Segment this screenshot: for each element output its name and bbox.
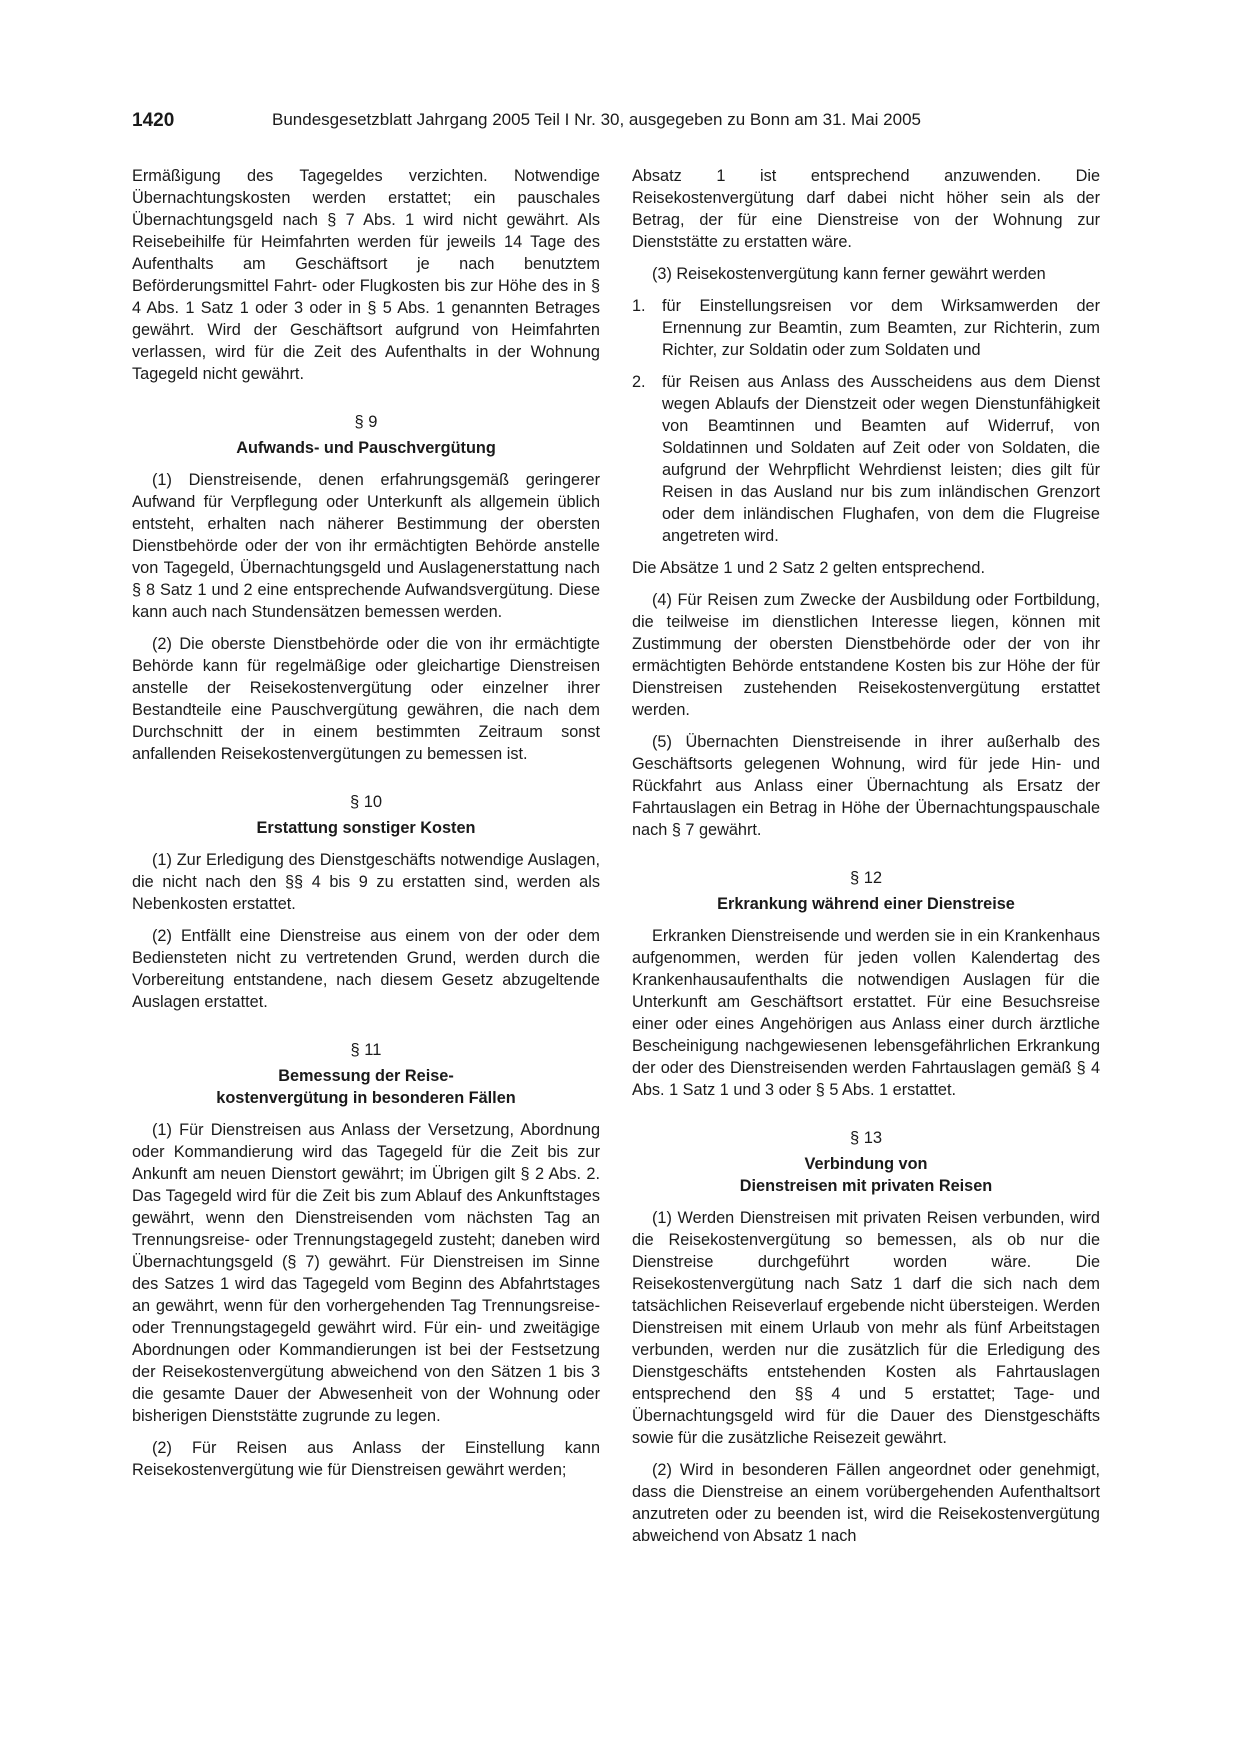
section-10-title: Erstattung sonstiger Kosten bbox=[256, 819, 476, 837]
list-item-text: für Reisen aus Anlass des Ausscheidens aus dem Dienst wegen Ablaufs der Dienstzeit oder wegen Dienstunfähigkeit von Beamtinnen und Beamten auf Widerruf, von Soldatinnen und Soldaten auf Zeit oder von Soldaten, die aufgrund der Wehrpflicht Wehrdienst leisten; dies gilt für Reisen in das Ausland nur bis zum inländischen Grenzort oder dem inländischen Flughafen, von dem die Flugreise angetreten wird. bbox=[662, 373, 1100, 545]
section-11-paragraph-2: (2) Für Reisen aus Anlass der Einstellung kann Reisekostenvergütung wie für Dienstreisen gewährt werden; bbox=[132, 1439, 600, 1479]
section-9-paragraph-1: (1) Dienstreisende, denen erfahrungsgemäß geringerer Aufwand für Verpflegung oder Unterkunft als allgemein üblich entsteht, erhalten nach näherer Bestimmung der obersten Dienstbehörde oder der von ihr ermächtigten Behörde anstelle von Tagegeld, Übernachtungsgeld und Auslagenerstattung nach § 8 Satz 1 und 2 eine entsprechende Aufwandsvergütung. Diese kann auch nach Stundensätzen bemessen werden. bbox=[132, 471, 600, 621]
numbered-list bbox=[632, 295, 1100, 547]
section-10-paragraph-1: (1) Zur Erledigung des Dienstgeschäfts notwendige Auslagen, die nicht nach den §§ 4 bis 9 zu erstatten sind, werden als Nebenkosten erstattet. bbox=[132, 851, 600, 913]
section-12-title: Erkrankung während einer Dienstreise bbox=[717, 895, 1015, 913]
list-item-text: für Einstellungsreisen vor dem Wirksamwerden der Ernennung zur Beamtin, zum Beamten, zur Richterin, zum Richter, zur Soldatin oder zum Soldaten und bbox=[662, 297, 1100, 359]
section-11-paragraph-4: (4) Für Reisen zum Zwecke der Ausbildung oder Fortbildung, die teilweise im dienstlichen Interesse liegen, können mit Zustimmung der obersten Dienstbehörde oder der von ihr ermächtigten Behörde entstandene Kosten bis zur Höhe der für Dienstreisen zustehenden Reisekostenvergütung erstattet werden. bbox=[632, 591, 1100, 719]
list-item-number: 1. bbox=[632, 297, 646, 315]
section-13-paragraph-2: (2) Wird in besonderen Fällen angeordnet oder genehmigt, dass die Dienstreise an einem vorübergehenden Aufenthaltsort anzutreten oder zu beenden ist, wird die Reisekostenvergütung abweichend von Absatz 1 nach bbox=[632, 1461, 1100, 1545]
section-12-number: § 12 bbox=[849, 869, 883, 887]
section-11-paragraph-5: (5) Übernachten Dienstreisende in ihrer außerhalb des Geschäftsorts gelegenen Wohnung, wird für jede Hin- und Rückfahrt aus Anlass einer Übernachtung als Ersatz der Fahrtauslagen ein Betrag in Höhe der Übernachtungspauschale nach § 7 gewährt. bbox=[632, 733, 1100, 839]
section-13-number: § 13 bbox=[849, 1129, 883, 1147]
continued-paragraph: Ermäßigung des Tagegeldes verzichten. Notwendige Übernachtungskosten werden erstattet; ein pauschales Übernachtungsgeld nach § 7 Abs. 1 wird nicht gewährt. Als Reisebeihilfe für Heimfahrten werden für jeweils 14 Tage des Aufenthalts am Geschäftsort je nach benutztem Beförderungsmittel Fahrt- oder Flugkosten bis zur Höhe des in § 4 Abs. 1 Satz 1 oder 3 oder in § 5 Abs. 1 genannten Betrages gewährt. Wird der Geschäftsort aufgrund von Heimfahrten verlassen, wird für die Zeit des Aufenthalts in der Wohnung Tagegeld nicht gewährt. bbox=[132, 167, 600, 383]
section-11-paragraph-3: (3) Reisekostenvergütung kann ferner gewährt werden bbox=[652, 265, 1046, 283]
list-item-number: 2. bbox=[632, 373, 646, 391]
section-13-title-line-1: Verbindung von bbox=[804, 1155, 928, 1173]
section-10-paragraph-2: (2) Entfällt eine Dienstreise aus einem von der oder dem Bediensteten nicht zu vertretenden Grund, werden durch die Vorbereitung entstandene, nach diesem Gesetz abzugeltende Auslagen erstattet. bbox=[132, 927, 600, 1011]
section-13-paragraph-1: (1) Werden Dienstreisen mit privaten Reisen verbunden, wird die Reisekostenvergütung so bemessen, als ob nur die Dienstreise durchgeführt worden wäre. Die Reisekostenvergütung nach Satz 1 darf die sich nach dem tatsächlichen Reiseverlauf ergebende nicht übersteigen. Werden Dienstreisen mit einem Urlaub von mehr als fünf Arbeitstagen verbunden, werden nur die zusätzlich für die Erledigung des Dienstgeschäfts entstehenden Kosten als Fahrtauslagen entsprechend den §§ 4 und 5 erstattet; Tage- und Übernachtungsgeld wird für die Dauer des Dienstgeschäfts sowie für die zusätzliche Reisezeit gewährt. bbox=[632, 1209, 1100, 1447]
section-9-number: § 9 bbox=[354, 413, 378, 431]
section-11-paragraph-1: (1) Für Dienstreisen aus Anlass der Versetzung, Abordnung oder Kommandierung wird das Tagegeld für die Zeit bis zur Ankunft am neuen Dienstort gewährt; im Übrigen gilt § 2 Abs. 2. Das Tagegeld wird für die Zeit bis zum Ablauf des Ankunftstages gewährt, wenn den Dienstreisenden vom nächsten Tag an Trennungsreise- oder Trennungstagegeld zusteht; daneben wird Übernachtungsgeld (§ 7) gewährt. Für Dienstreisen im Sinne des Satzes 1 wird das Tagegeld vom Beginn des Abfahrtstages an gewährt, wenn für den vorhergehenden Tag Trennungsreise- oder Trennungstagegeld gewährt wird. Für ein- und zweitägige Abordnungen oder Kommandierungen ist bei der Festsetzung der Reisekostenvergütung abweichend von den Sätzen 1 bis 3 die gesamte Dauer der Abwesenheit von der Wohnung oder bisherigen Dienststätte zugrunde zu legen. bbox=[132, 1121, 600, 1425]
right-column bbox=[632, 165, 1100, 1557]
page-header bbox=[132, 110, 1112, 140]
list-item bbox=[632, 371, 1100, 547]
left-column bbox=[132, 165, 600, 1491]
section-11-title bbox=[132, 1065, 600, 1109]
section-10-number: § 10 bbox=[349, 793, 383, 811]
publication-title: Bundesgesetzblatt Jahrgang 2005 Teil I Nr. 30, ausgegeben zu Bonn am 31. Mai 2005 bbox=[272, 110, 921, 129]
after-list-sentence: Die Absätze 1 und 2 Satz 2 gelten entsprechend. bbox=[632, 559, 986, 577]
list-item bbox=[632, 295, 1100, 361]
section-9-title: Aufwands- und Pauschvergütung bbox=[236, 439, 496, 457]
section-11-title-line-1: Bemessung der Reise- bbox=[278, 1067, 454, 1085]
section-12-paragraph-1: Erkranken Dienstreisende und werden sie in ein Krankenhaus aufgenommen, werden für jeden vollen Kalendertag des Krankenhausaufenthalts die notwendigen Auslagen für die Unterkunft am Geschäftsort erstattet. Für eine Besuchsreise einer oder eines Angehörigen aus Anlass einer durch ärztliche Bescheinigung nachgewiesenen lebensgefährlichen Erkrankung der oder des Dienstreisenden werden Fahrtauslagen gemäß § 4 Abs. 1 Satz 1 und 3 oder § 5 Abs. 1 erstattet. bbox=[632, 927, 1100, 1099]
section-11-number: § 11 bbox=[350, 1041, 382, 1059]
section-11-title-line-2: kostenvergütung in besonderen Fällen bbox=[216, 1089, 516, 1107]
section-9-paragraph-2: (2) Die oberste Dienstbehörde oder die von ihr ermächtigte Behörde kann für regelmäßige oder gleichartige Dienstreisen anstelle der Reisekostenvergütung oder einzelner ihrer Bestandteile eine Pauschvergütung gewähren, die nach dem Durchschnitt der in einem bestimmten Zeitraum sonst anfallenden Reisekostenvergütungen zu bemessen ist. bbox=[132, 635, 600, 763]
section-13-title-line-2: Dienstreisen mit privaten Reisen bbox=[739, 1177, 993, 1195]
page-number: 1420 bbox=[132, 110, 175, 131]
continued-paragraph-right: Absatz 1 ist entsprechend anzuwenden. Die Reisekostenvergütung darf dabei nicht höher sein als der Betrag, der für eine Dienstreise von der Wohnung zur Dienststätte zu erstatten wäre. bbox=[632, 167, 1100, 251]
section-13-title bbox=[632, 1153, 1100, 1197]
